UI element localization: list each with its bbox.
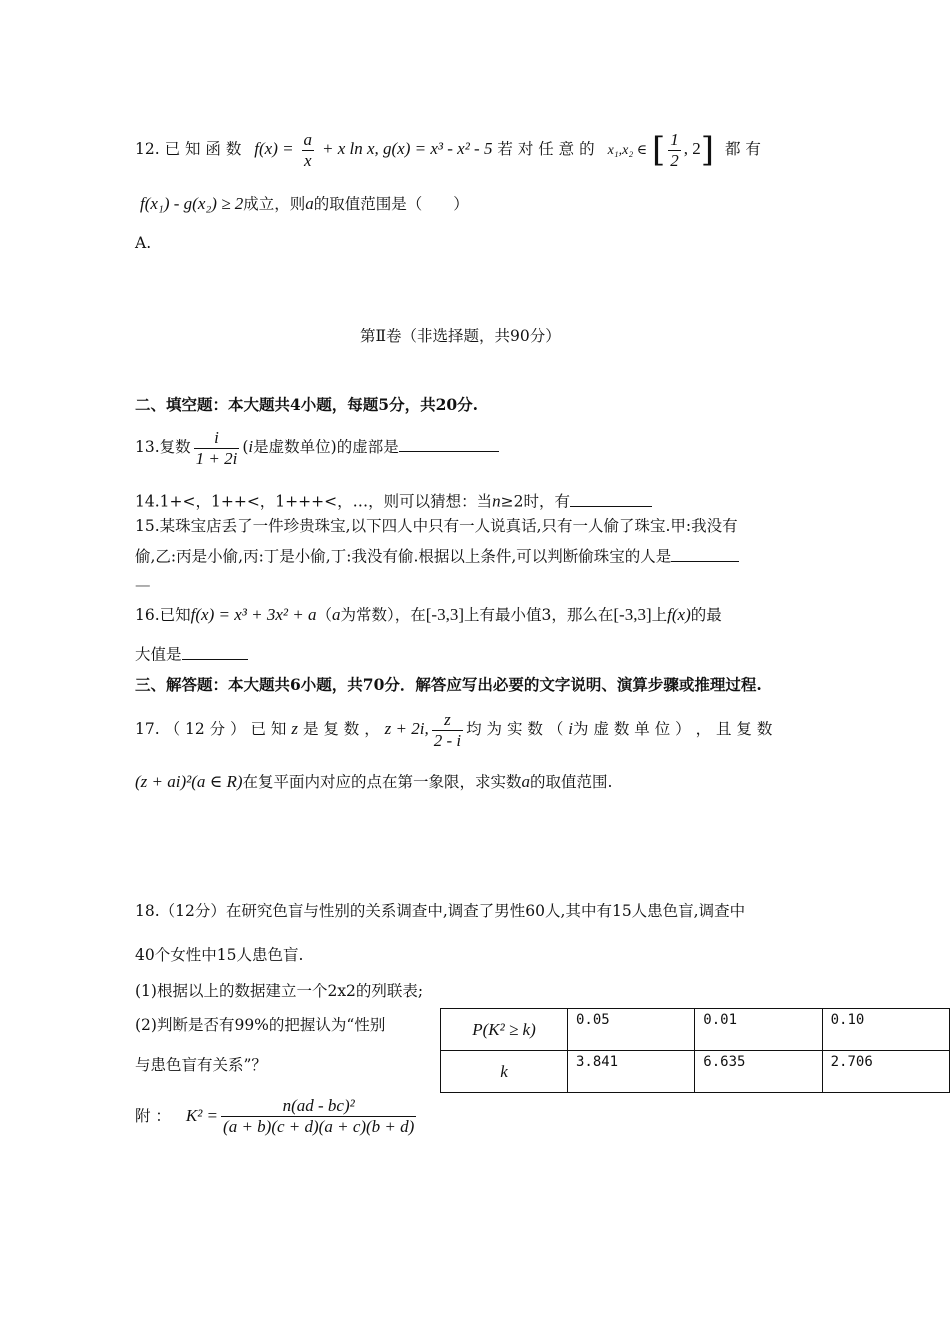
- q12-interval-den: 2: [670, 150, 679, 170]
- table-row: [441, 1051, 950, 1093]
- q17-var-z: z: [291, 719, 298, 739]
- q12-vars: x₁,x₂ ∈: [607, 143, 648, 159]
- q13-num: i: [194, 428, 240, 449]
- part2-title: 第Ⅱ卷（非选择题，共90分）: [360, 327, 561, 345]
- q17-den: 2 - i: [433, 730, 462, 750]
- q18-line1: 18.（12分）在研究色盲与性别的关系调查中,调查了男性60人,其中有15人患色盲,调查中: [135, 902, 746, 920]
- q17-line2: [135, 772, 612, 792]
- q16-interval-val: -3,3: [431, 605, 459, 624]
- q18-formula-num: n(ad - bc)²: [221, 1096, 416, 1117]
- q12-bracket-right: ]: [700, 130, 715, 171]
- q17-line2-tail: 的取值范围.: [530, 773, 613, 791]
- q12-frac-num: a: [303, 130, 313, 149]
- section3-heading: 三、解答题：本大题共6小题，共70分．解答应写出必要的文字说明、演算步骤或推理过程.: [135, 675, 762, 694]
- q12-tail3: 的取值范围是（ ）: [313, 195, 469, 213]
- q14-answer-blank[interactable]: [570, 490, 652, 507]
- table-header-k: k: [441, 1051, 568, 1093]
- q14-line: [135, 490, 652, 512]
- q18-attach: 附 ：: [135, 1106, 171, 1125]
- q12-f-left: f(x) =: [254, 139, 294, 159]
- q18-formula: [135, 1096, 419, 1136]
- q12-label: 12. 已 知 函 数: [135, 140, 242, 159]
- q15-line3: —: [135, 576, 151, 594]
- table-cell: 0.10: [822, 1009, 949, 1051]
- q17-text1: 是 复 数 ，: [302, 720, 380, 739]
- q12-ineq: f(x₁) - g(x₂) ≥ 2: [140, 194, 244, 213]
- table-cell: 2.706: [822, 1051, 949, 1093]
- q16-text6: 的最: [690, 606, 722, 624]
- q16-interval2: [-3,3]: [613, 605, 652, 624]
- q12-line2: [140, 194, 469, 214]
- q17-var-a: a: [521, 772, 531, 791]
- q12-frac: [302, 130, 315, 170]
- q17-text2: 均 为 实 数 （: [466, 720, 564, 739]
- q18-line2: 40个女性中15人患色盲.: [135, 946, 304, 964]
- table-header-prob: P(K² ≥ k): [441, 1009, 568, 1051]
- q12-bracket-left: [: [652, 130, 666, 171]
- q15-line2: [135, 545, 739, 566]
- q17-text3: 为 虚 数 单 位 ） ， 且 复 数: [573, 720, 773, 739]
- table-cell: 0.05: [567, 1009, 694, 1051]
- q18-sub2a: (2)判断是否有99%的把握认为“性别: [135, 1016, 386, 1034]
- q12-line1: [135, 130, 761, 170]
- q16-text3: 为常数），在: [340, 606, 426, 624]
- critical-value-table: [440, 1008, 950, 1093]
- q13-line: [135, 428, 499, 468]
- q13-paren: (: [242, 438, 249, 457]
- q13-den: 1 + 2i: [195, 448, 238, 468]
- q13-text: 是虚数单位)的虚部是: [253, 438, 399, 457]
- q12-tail2: 成立，则: [243, 195, 306, 213]
- q16-interval: [-3,3]: [425, 605, 464, 624]
- q12-tail: 都 有: [725, 140, 761, 159]
- q17-label: 17. （ 12 分 ） 已 知: [135, 720, 287, 739]
- section2-heading: 二、填空题：本大题共4小题，每题5分，共20分.: [135, 395, 479, 414]
- q17-var-i: i: [568, 719, 574, 739]
- q17-num: z: [432, 710, 463, 731]
- q14-var-n: n: [492, 491, 501, 511]
- q12-option-a: A.: [135, 234, 152, 252]
- q18-formula-den: (a + b)(c + d)(a + c)(b + d): [223, 1116, 415, 1136]
- q17-frac: [432, 710, 463, 750]
- q16-answer-blank[interactable]: [182, 643, 248, 660]
- table-cell: 0.01: [695, 1009, 822, 1051]
- q16-func2: f(x): [667, 605, 691, 624]
- q17-line2-text: 在复平面内对应的点在第一象限，求实数: [242, 773, 522, 791]
- q16-text1: 16.已知: [135, 606, 191, 624]
- q15-answer-blank[interactable]: [671, 545, 739, 562]
- q14-text: 14.1+<，1++<，1+++<，…，则可以猜想：当: [135, 492, 493, 511]
- q17-expr1: z + 2i,: [384, 719, 429, 739]
- q12-var-a: a: [305, 194, 314, 213]
- q16-interval2-val: -3,3: [619, 605, 646, 624]
- q12-interval-num: 1: [670, 130, 679, 149]
- q16-line2: [135, 643, 248, 664]
- q13-answer-blank[interactable]: [399, 436, 499, 453]
- q16-text4: 上有最小值3，那么在: [464, 606, 614, 624]
- table-cell: 3.841: [567, 1051, 694, 1093]
- q17-line1: [135, 710, 772, 750]
- q15-line1: 15.某珠宝店丢了一件珍贵珠宝,以下四人中只有一人说真话,只有一人偷了珠宝.甲:我没有: [135, 517, 738, 535]
- q18-frac: [221, 1096, 416, 1136]
- q16-var-a: a: [331, 605, 341, 624]
- q12-frac-den: x: [304, 150, 312, 170]
- q12-interval-right: , 2: [683, 139, 701, 159]
- q18-k2: K² =: [185, 1105, 219, 1125]
- table-cell: 6.635: [695, 1051, 822, 1093]
- q15-line2-text: 偷,乙:丙是小偷,丙:丁是小偷,丁:我没有偷.根据以上条件,可以判断偷珠宝的人是: [135, 547, 672, 566]
- q16-line2-text: 大值是: [135, 645, 182, 664]
- table-row: [441, 1009, 950, 1051]
- q18-sub1: (1)根据以上的数据建立一个2x2的列联表;: [135, 982, 424, 1000]
- q13-var-i: i: [248, 437, 254, 457]
- q18-sub2b: 与患色盲有关系”？: [135, 1056, 267, 1074]
- q16-text5: 上: [651, 606, 668, 624]
- q12-f-right: + x ln x, g(x) = x³ - x² - 5: [321, 139, 493, 159]
- q14-text2: ≥2时，有: [500, 492, 570, 511]
- q13-label: 13.复数: [135, 438, 191, 457]
- q12-interval-frac: [668, 130, 681, 170]
- q16-func: f(x) = x³ + 3x² + a: [190, 605, 317, 624]
- q16-text2: （: [316, 606, 332, 624]
- q13-frac: [194, 428, 240, 468]
- q17-line2-expr: (z + ai)²(a ∈ R): [135, 772, 243, 791]
- q12-cond: 若 对 任 意 的: [497, 140, 595, 159]
- q16-line1: [135, 605, 722, 625]
